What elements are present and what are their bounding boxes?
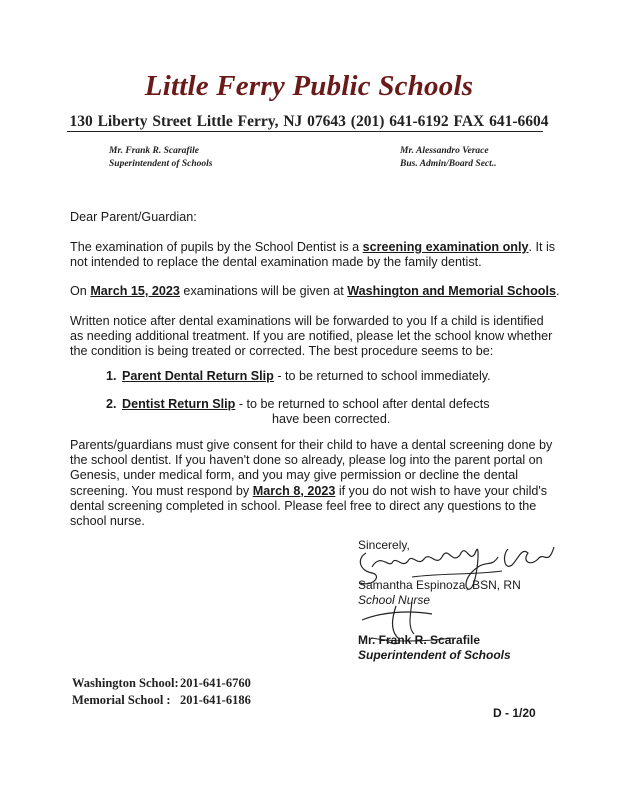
item2-number: 2.: [106, 397, 117, 411]
school-name: Little Ferry Public Schools: [144, 70, 474, 102]
p1-emphasis: screening examination only: [362, 240, 529, 254]
phone-number: 201-641-6760: [180, 676, 251, 690]
exam-schools: Washington and Memorial Schools: [347, 284, 556, 298]
item2-label: Dentist Return Slip: [122, 397, 236, 411]
paragraph-date: [70, 284, 560, 299]
exam-date: March 15, 2023: [90, 284, 180, 298]
salutation: Dear Parent/Guardian:: [70, 210, 197, 224]
p2-text-a: On: [70, 284, 91, 298]
closing: Sincerely,: [358, 538, 410, 552]
form-code: D - 1/20: [493, 706, 536, 720]
phone-number: 201-641-6186: [180, 693, 251, 707]
p1-text-a: The examination of pupils by the School Dentist is a: [70, 240, 363, 254]
list-item-dentist-slip: [106, 397, 490, 412]
item1-text: - to be returned to school immediately.: [273, 369, 491, 383]
school-address: 130 Liberty Street Little Ferry, NJ 07643 (201) 641-6192 FAX 641-6604: [69, 113, 549, 130]
paragraph-consent: [70, 438, 560, 529]
response-deadline: March 8, 2023: [252, 483, 336, 498]
superintendent-title: Superintendent of Schools: [109, 159, 213, 169]
superintendent-name: Mr. Frank R. Scarafile: [109, 146, 200, 156]
p1-text-b: . It is not intended to replace the dental examination made by the family dentist.: [70, 240, 556, 270]
superintendent-signature-name: Mr. Frank R. Scarafile: [358, 633, 481, 647]
phone-row-washington: [72, 675, 251, 692]
school-phone-list: [72, 675, 251, 709]
paragraph-screening: [70, 240, 560, 270]
phone-label: Memorial School :: [72, 693, 171, 707]
phone-label: Washington School:: [72, 676, 179, 690]
p4-text-b: if you do not wish to have your child's dental screening completed in school. Please feel free to direct any questions to the school nurse.: [70, 483, 548, 529]
business-admin-name: Mr. Alessandro Verace: [400, 146, 489, 156]
nurse-name: Samantha Espinoza, BSN, RN: [358, 578, 521, 592]
item1-number: 1.: [106, 369, 117, 383]
business-admin-header: [400, 145, 497, 171]
item2-continuation: have been corrected.: [272, 412, 391, 426]
p2-text-b: examinations will be given at: [179, 284, 348, 298]
p4-text-a: Parents/guardians must give consent for their child to have a dental screening done by the school dentist. If you haven't done so already, please log into the parent portal on Genesis, under medical form, and you may give permission or decline the dental screening. You must respond by: [70, 438, 553, 498]
paragraph-notice: Written notice after dental examinations will be forwarded to you If a child is identified as needing additional treatment. If you are notified, please let the school know whether the condition is being treated or corrected. The best procedure seems to be:: [70, 314, 553, 359]
list-item-parent-slip: [106, 369, 491, 384]
nurse-title: School Nurse: [358, 593, 431, 607]
superintendent-signature-title: Superintendent of Schools: [358, 648, 511, 662]
item1-label: Parent Dental Return Slip: [122, 369, 274, 383]
superintendent-header: [109, 145, 212, 171]
p2-text-c: .: [556, 284, 560, 298]
letterhead-rule: [67, 131, 543, 132]
phone-row-memorial: [72, 692, 251, 709]
item2-text: - to be returned to school after dental defects: [235, 397, 490, 411]
business-admin-title: Bus. Admin/Board Sect..: [400, 159, 497, 169]
